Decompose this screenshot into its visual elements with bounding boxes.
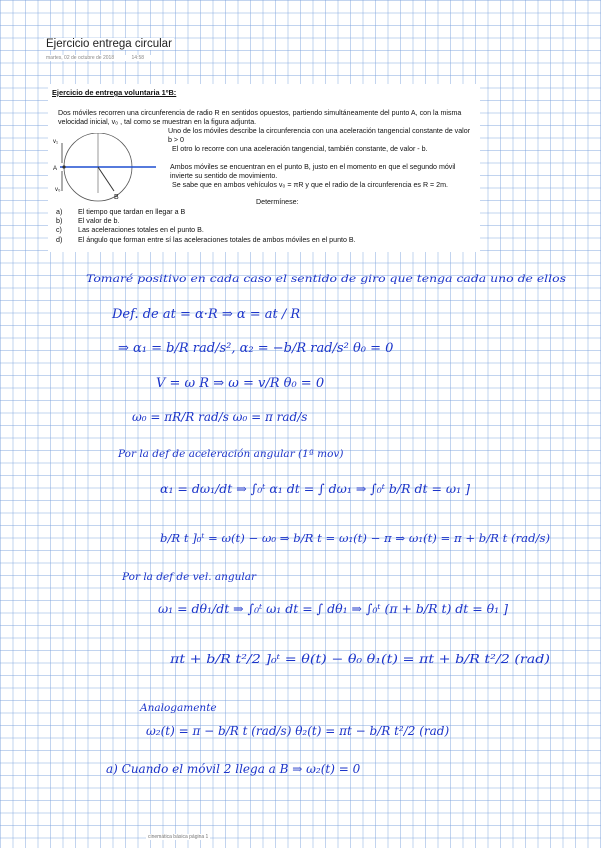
determine-heading: Determínese:	[256, 198, 299, 206]
question-text: El valor de b.	[78, 217, 120, 226]
question-text: El ángulo que forman entre sí las aceleraciones totales de ambos móviles en el punto B.	[78, 235, 356, 244]
exercise-paragraph: Se sabe que en ambos vehículos v₀ = πR y que el radio de la circunferencia es R = 2m.	[172, 181, 448, 189]
handwritten-line: Analogamente	[140, 702, 217, 714]
handwritten-line: Por la def de aceleración angular (1ª mov)	[118, 448, 344, 460]
page-title: Ejercicio entrega circular	[46, 38, 172, 50]
exercise-heading: Ejercicio de entrega voluntaria 1ºB:	[52, 88, 177, 97]
exercise-paragraph: Ambos móviles se encuentran en el punto B, justo en el momento en que el segundo móvil invierte su sentido de movimiento.	[170, 163, 456, 181]
exercise-paragraph: Uno de los móviles describe la circunferencia con una aceleración tangencial constante de valor b > 0	[168, 127, 471, 145]
question-label: c)	[56, 226, 62, 235]
page-time: 14:58	[131, 55, 145, 61]
exercise-paragraph: El otro lo recorre con una aceleración tangencial, también constante, de valor - b.	[172, 145, 428, 153]
question-text: El tiempo que tardan en llegar a B	[78, 208, 186, 216]
question-text: Las aceleraciones totales en el punto B.	[78, 226, 204, 235]
label-v0: v₀	[55, 187, 61, 193]
label-a: A	[53, 166, 58, 172]
handwritten-line: Def. de at = α·R ⇒ α = at / R	[112, 307, 301, 322]
page-date: martes, 02 de octubre de 2018	[46, 55, 115, 61]
question-label: b)	[56, 217, 63, 226]
handwritten-line: b/R t ]₀ᵗ = ω(t) − ω₀ ⇒ b/R t = ω₁(t) − π ⇒ ω₁(t) = π + b/R t (rad/s)	[160, 531, 550, 545]
label-v1: v₁	[53, 139, 59, 145]
handwritten-line: α₁ = dω₁/dt ⇒ ∫₀ᵗ α₁ dt = ∫ dω₁ ⇒ ∫₀ᵗ b/R dt = ω₁ ]	[160, 481, 470, 496]
handwritten-line: ⇒ α₁ = b/R rad/s², α₂ = −b/R rad/s² θ₀ = 0	[118, 341, 394, 356]
handwritten-line: ω₂(t) = π − b/R t (rad/s) θ₂(t) = πt − b/R t²/2 (rad)	[146, 724, 450, 738]
handwritten-line: Tomaré positivo en cada caso el sentido de giro que tenga cada uno de ellos	[86, 274, 480, 285]
question-label: a)	[56, 208, 63, 216]
handwritten-line: a) Cuando el móvil 2 llega a B ⇒ ω₂(t) = 0	[106, 762, 361, 776]
exercise-paragraph: Dos móviles recorren una circunferencia de radio R en sentidos opuestos, partiendo simultáneamente del punto A, con la misma velocidad inicial, v₀ , tal como se muestran en la figura adjunta.	[58, 109, 462, 127]
handwritten-line: ω₁ = dθ₁/dt ⇒ ∫₀ᵗ ω₁ dt = ∫ dθ₁ ⇒ ∫₀ᵗ (π + b/R t) dt = θ₁ ]	[158, 601, 509, 616]
page-footer: cinemática básica página 1	[148, 834, 209, 840]
handwritten-line: πt + b/R t²/2 ]₀ᵗ = θ(t) − θ₀ θ₁(t) = πt + b/R t²/2 (rad)	[168, 652, 551, 666]
question-label: d)	[56, 235, 63, 244]
handwritten-line: ω₀ = πR/R rad/s ω₀ = π rad/s	[132, 410, 308, 424]
handwritten-line: Por la def de vel. angular	[122, 571, 257, 583]
handwritten-line: V = ω R ⇒ ω = v/R θ₀ = 0	[156, 376, 325, 391]
label-b: B	[114, 194, 119, 201]
